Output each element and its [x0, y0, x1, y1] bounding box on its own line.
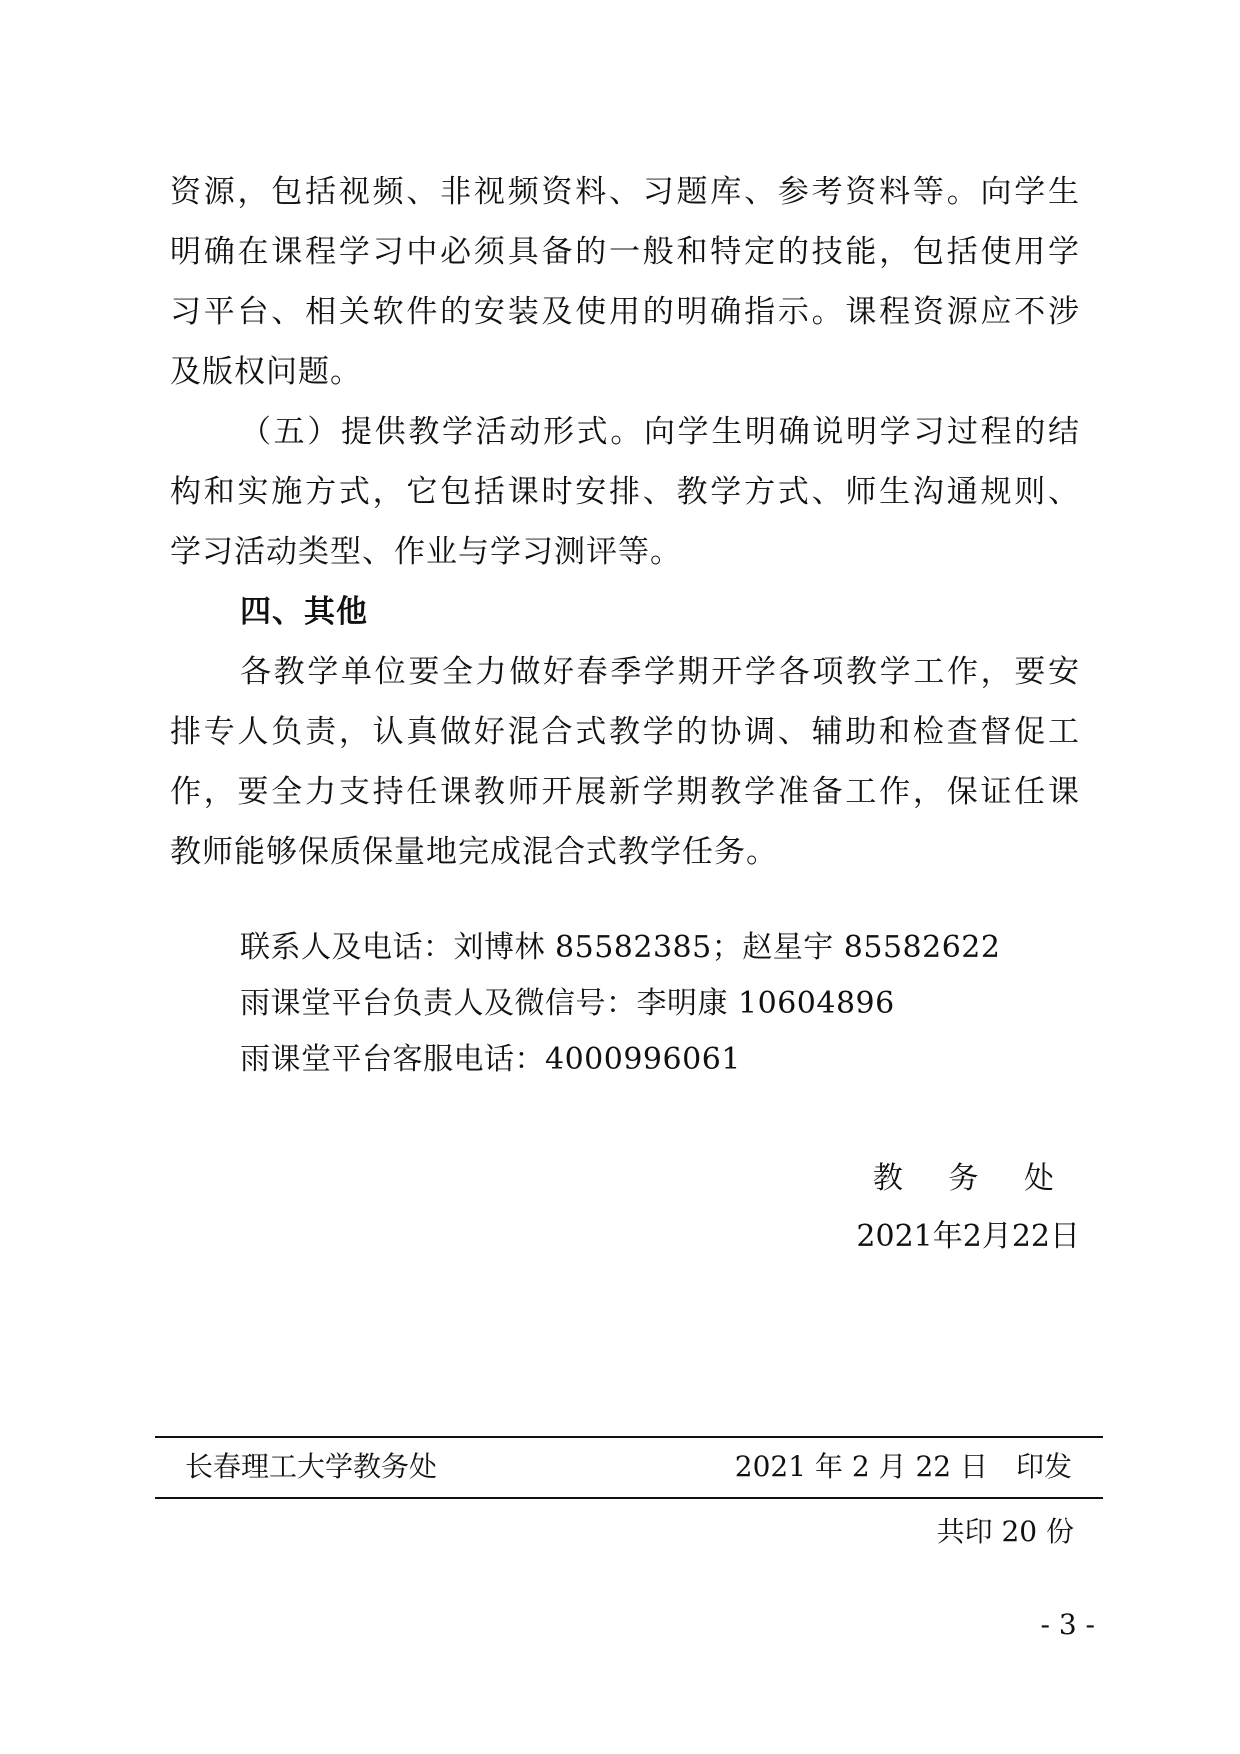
section-five-line-2: 构和实施方式，它包括课时安排、教学方式、师生沟通规则、	[170, 474, 1080, 510]
document-body	[170, 162, 1080, 882]
contact-block	[240, 920, 1100, 1088]
platform-lead-line: 雨课堂平台负责人及微信号：李明康 10604896	[240, 986, 895, 1021]
issuing-organization: 长春理工大学教务处	[185, 1450, 438, 1483]
footer-bottom-rule	[155, 1497, 1103, 1499]
contact-person-line: 联系人及电话：刘博林 85582385；赵星宇 85582622	[240, 930, 1001, 965]
print-copies: 共印 20 份	[936, 1515, 1074, 1548]
body-line-2: 明确在课程学习中必须具备的一般和特定的技能，包括使用学	[170, 234, 1080, 270]
body-line-1: 资源，包括视频、非视频资料、习题库、参考资料等。向学生	[170, 174, 1080, 210]
issuing-office: 教 务 处	[872, 1161, 1072, 1196]
footer-top-rule	[155, 1436, 1103, 1438]
closing-paragraph-line-3: 作，要全力支持任课教师开展新学期教学准备工作，保证任课	[170, 774, 1080, 810]
closing-paragraph-line-2: 排专人负责，认真做好混合式教学的协调、辅助和检查督促工	[170, 714, 1080, 750]
issuance-row	[185, 1443, 1072, 1491]
page-number: - 3 -	[1040, 1608, 1095, 1641]
signature-block	[800, 1150, 1080, 1266]
closing-paragraph-line-1: 各教学单位要全力做好春季学期开学各项教学工作，要安	[240, 654, 1080, 690]
body-line-3: 习平台、相关软件的安装及使用的明确指示。课程资源应不涉	[170, 294, 1080, 330]
issuance-date: 2021 年 2 月 22 日 印发	[734, 1450, 1072, 1483]
body-line-4: 及版权问题。	[170, 354, 362, 390]
section-four-heading: 四、其他	[240, 594, 368, 630]
section-five-line-3: 学习活动类型、作业与学习测评等。	[170, 534, 682, 570]
closing-paragraph-line-4: 教师能够保质保量地完成混合式教学任务。	[170, 834, 778, 870]
signature-date: 2021年2月22日	[856, 1219, 1080, 1254]
customer-service-line: 雨课堂平台客服电话：4000996061	[240, 1042, 741, 1077]
section-five-line-1: （五）提供教学活动形式。向学生明确说明学习过程的结	[240, 414, 1080, 450]
